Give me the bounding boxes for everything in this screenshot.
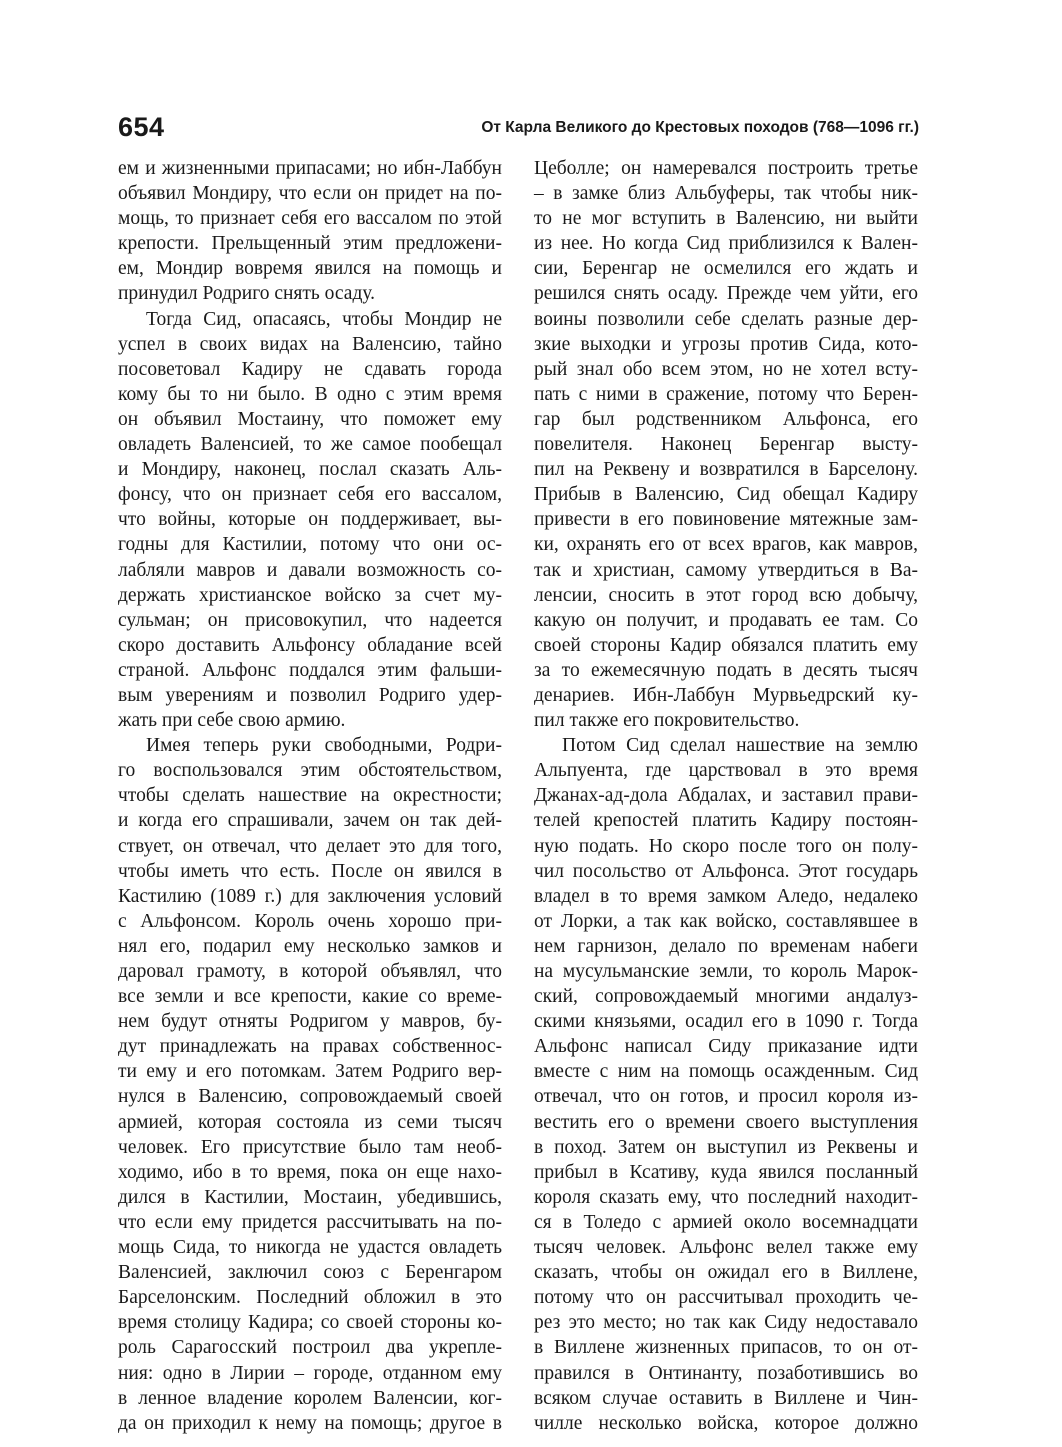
text-line: объявил Мондиру, что если он придет на по- bbox=[118, 183, 502, 205]
text-line: нял его, подарил ему несколько замков и bbox=[118, 935, 502, 957]
text-line: пать с ними в сражение, потому что Берен- bbox=[534, 383, 918, 405]
text-line: крепости. Прельщенный этим предложени- bbox=[118, 233, 502, 255]
text-line: Альпуента, где царствовал в это время bbox=[534, 760, 918, 782]
text-line: зкие выходки и угрозы против Сида, кото- bbox=[534, 333, 918, 355]
text-line: в Виллене жизненных припасов, то он от- bbox=[534, 1337, 918, 1359]
text-line: время столицу Кадира; со своей стороны ко- bbox=[118, 1312, 502, 1334]
text-line: нем гарнизон, делало по временам набеги bbox=[534, 935, 918, 957]
text-line: го воспользовался этим обстоятельством, bbox=[118, 760, 502, 782]
text-line: за то ежемесячную подать в десять тысяч bbox=[534, 659, 918, 681]
text-line: и когда его спрашивали, зачем он так дей- bbox=[118, 810, 502, 832]
text-line: на мусульманские земли, то король Марок- bbox=[534, 961, 918, 982]
text-line: мощь Сида, то никогда не удастся овладеть bbox=[118, 1237, 502, 1259]
text-line: ский, сопровождаемый многими андалуз- bbox=[534, 986, 918, 1008]
text-line: в поход. Затем он выступил из Реквены и bbox=[534, 1136, 918, 1158]
text-line: гар был родственником Альфонса, его bbox=[534, 408, 918, 430]
text-line: нулся в Валенсию, сопровождаемый своей bbox=[118, 1086, 502, 1108]
text-line: владел в то время замком Аледо, недалеко bbox=[534, 885, 918, 907]
text-line: принудил Родриго снять осаду. bbox=[118, 283, 376, 305]
text-line: фонсу, что он признает себя его вассалом, bbox=[118, 484, 502, 506]
text-line: да он приходил к нему на помощь; другое в bbox=[118, 1412, 502, 1434]
text-line: из нее. Но когда Сид приблизился к Вален- bbox=[534, 233, 918, 255]
text-line: человек. Его присутствие было там необ- bbox=[118, 1136, 502, 1158]
text-line: Кастилию (1089 г.) для заключения условий bbox=[118, 885, 502, 907]
text-line: Прибыв в Валенсию, Сид обещал Кадиру bbox=[534, 484, 918, 506]
text-line: скими князьями, осадил его в 1090 г. Тогда bbox=[534, 1011, 918, 1033]
text-line: телей крепостей платить Кадиру постоян- bbox=[534, 810, 918, 832]
text-line: что войны, которые он поддерживает, вы- bbox=[118, 509, 502, 531]
text-line: ствует, он отвечал, что делает это для того, bbox=[118, 835, 502, 857]
text-line: правился в Онтинанту, позаботившись во bbox=[534, 1362, 918, 1384]
text-line: Потом Сид сделал нашествие на землю bbox=[562, 735, 918, 757]
text-line: годны для Кастилии, потому что они ос- bbox=[118, 534, 502, 556]
text-line: ки, охранять его от всех врагов, как мавров, bbox=[534, 534, 918, 556]
text-line: от Лорки, а так как войско, составлявшее в bbox=[534, 910, 918, 932]
text-line: Цеболле; он намеревался построить третье bbox=[534, 158, 918, 179]
text-column-left bbox=[118, 156, 502, 1436]
text-line: страной. Альфонс поддался этим фальши- bbox=[118, 659, 502, 681]
text-line: Барселонским. Последний обложил в это bbox=[118, 1287, 502, 1309]
text-line: мощь, то признает себя его вассалом по этой bbox=[118, 208, 502, 230]
text-line: чтобы сделать нашествие на окрестности; bbox=[118, 785, 502, 807]
text-line: овладеть Валенсией, то же самое пообещал bbox=[118, 434, 502, 456]
text-line: рез это место; но так как Сиду недоставало bbox=[534, 1312, 918, 1334]
text-line: Джанах-ад-дола Абдалах, и заставил прави- bbox=[534, 785, 918, 807]
text-line: жать при себе свою армию. bbox=[118, 710, 346, 732]
page-number: 654 bbox=[118, 112, 165, 142]
text-line: ния: одно в Лирии – городе, отданном ему bbox=[118, 1362, 502, 1384]
text-line: в ленное владение королем Валенсии, ког- bbox=[118, 1387, 502, 1409]
text-line: скоро доставить Альфонсу обладание всей bbox=[118, 634, 502, 656]
text-line: прибыл в Ксативу, куда явился посланный bbox=[534, 1161, 918, 1183]
text-line: даровал грамоту, в которой объявлял, что bbox=[118, 961, 502, 982]
text-line: Валенсией, заключил союз с Беренгаром bbox=[118, 1262, 502, 1284]
text-line: вестить его о времени своего выступления bbox=[534, 1111, 918, 1133]
running-title: От Карла Великого до Крестовых походов (768—1096 гг.) bbox=[481, 119, 919, 136]
text-line: чтобы иметь что есть. После он явился в bbox=[118, 860, 502, 882]
text-line: лабляли мавров и давали возможность со- bbox=[118, 559, 502, 581]
text-line: – в замке близ Альбуферы, так чтобы ник- bbox=[534, 183, 918, 205]
text-line: пил на Реквену и возвратился в Барселону. bbox=[534, 459, 918, 481]
text-line: денариев. Ибн-Лаббун Мурвьедрский ку- bbox=[534, 684, 918, 706]
text-line: чил посольство от Альфонса. Этот государь bbox=[534, 860, 918, 882]
text-line: какую он получит, и продавать ее там. Со bbox=[534, 609, 918, 631]
text-line: роль Сарагосский построил два укрепле- bbox=[118, 1337, 502, 1359]
text-line: вместе с ним на помощь осажденным. Сид bbox=[534, 1061, 918, 1083]
text-line: короля сказать ему, что последний находит- bbox=[534, 1186, 918, 1208]
text-line: сии, Беренгар не осмелился его ждать и bbox=[534, 258, 918, 280]
text-line: Имея теперь руки свободными, Родри- bbox=[146, 735, 502, 757]
running-header bbox=[118, 108, 919, 148]
text-line: ся в Толедо с армией около восемнадцати bbox=[534, 1211, 918, 1233]
text-line: отвечал, что он готов, и просил короля из- bbox=[534, 1086, 918, 1108]
text-line: что если ему придется рассчитывать на по- bbox=[118, 1211, 502, 1233]
text-line: он объявил Мостаину, что поможет ему bbox=[118, 408, 502, 430]
text-line: посоветовал Кадиру не сдавать города bbox=[118, 358, 502, 380]
text-line: привести в его повиновение мятежные зам- bbox=[534, 509, 918, 531]
text-line: то не мог вступить в Валенсию, ни выйти bbox=[534, 208, 918, 230]
text-line: пил также его покровительство. bbox=[534, 710, 800, 732]
text-line: дут принадлежать на правах собственнос- bbox=[118, 1036, 502, 1058]
text-line: чилле несколько войска, которое должно bbox=[534, 1412, 918, 1434]
text-line: потому что он рассчитывал проходить че- bbox=[534, 1287, 918, 1309]
text-line: ти ему и его потомкам. Затем Родриго вер- bbox=[118, 1061, 502, 1083]
text-line: кому бы то ни было. В одно с этим время bbox=[118, 383, 502, 405]
text-line: ем, Мондир вовремя явился на помощь и bbox=[118, 258, 502, 280]
text-line: рый знал обо всем этом, но не хотел всту- bbox=[534, 358, 918, 380]
text-line: Альфонс написал Сиду приказание идти bbox=[534, 1036, 918, 1058]
text-line: успел в своих видах на Валенсию, тайно bbox=[118, 333, 502, 355]
text-line: всяком случае оставить в Виллене и Чин- bbox=[534, 1387, 918, 1409]
text-line: сказать, чтобы он ожидал его в Виллене, bbox=[534, 1262, 918, 1284]
text-line: ходимо, ибо в то время, пока он еще нахо- bbox=[118, 1161, 502, 1183]
text-line: нем будут отняты Родригом у мавров, бу- bbox=[118, 1011, 502, 1033]
text-line: Тогда Сид, опасаясь, чтобы Мондир не bbox=[146, 308, 502, 330]
text-line: своей стороны Кадир обязался платить ему bbox=[534, 634, 918, 656]
text-line: решился снять осаду. Прежде чем уйти, его bbox=[534, 283, 918, 305]
text-line: и Мондиру, наконец, послал сказать Аль- bbox=[118, 459, 502, 481]
text-line: повелителя. Наконец Беренгар высту- bbox=[534, 434, 918, 456]
text-line: ем и жизненными припасами; но ибн-Лаббун bbox=[118, 158, 502, 179]
text-line: с Альфонсом. Король очень хорошо при- bbox=[118, 910, 502, 932]
text-line: ную подать. Но скоро после того он полу- bbox=[534, 835, 918, 857]
text-line: все земли и все крепости, какие со време- bbox=[118, 986, 502, 1008]
text-line: армией, которая состояла из семи тысяч bbox=[118, 1111, 502, 1133]
text-line: ленсии, сносить в этот город всю добычу, bbox=[534, 584, 918, 606]
text-line: вым уверениям и позволил Родриго удер- bbox=[118, 684, 502, 706]
text-line: тысяч человек. Альфонс велел также ему bbox=[534, 1237, 918, 1259]
text-line: воины позволили себе сделать разные дер- bbox=[534, 308, 918, 330]
text-line: держать христианское войско за счет му- bbox=[118, 584, 502, 606]
text-line: сульман; он присовокупил, что надеется bbox=[118, 609, 502, 631]
text-line: дился в Кастилии, Мостаин, убедившись, bbox=[118, 1186, 502, 1208]
text-column-right bbox=[534, 156, 918, 1436]
text-line: так и христиан, самому утвердиться в Ва- bbox=[534, 559, 918, 581]
